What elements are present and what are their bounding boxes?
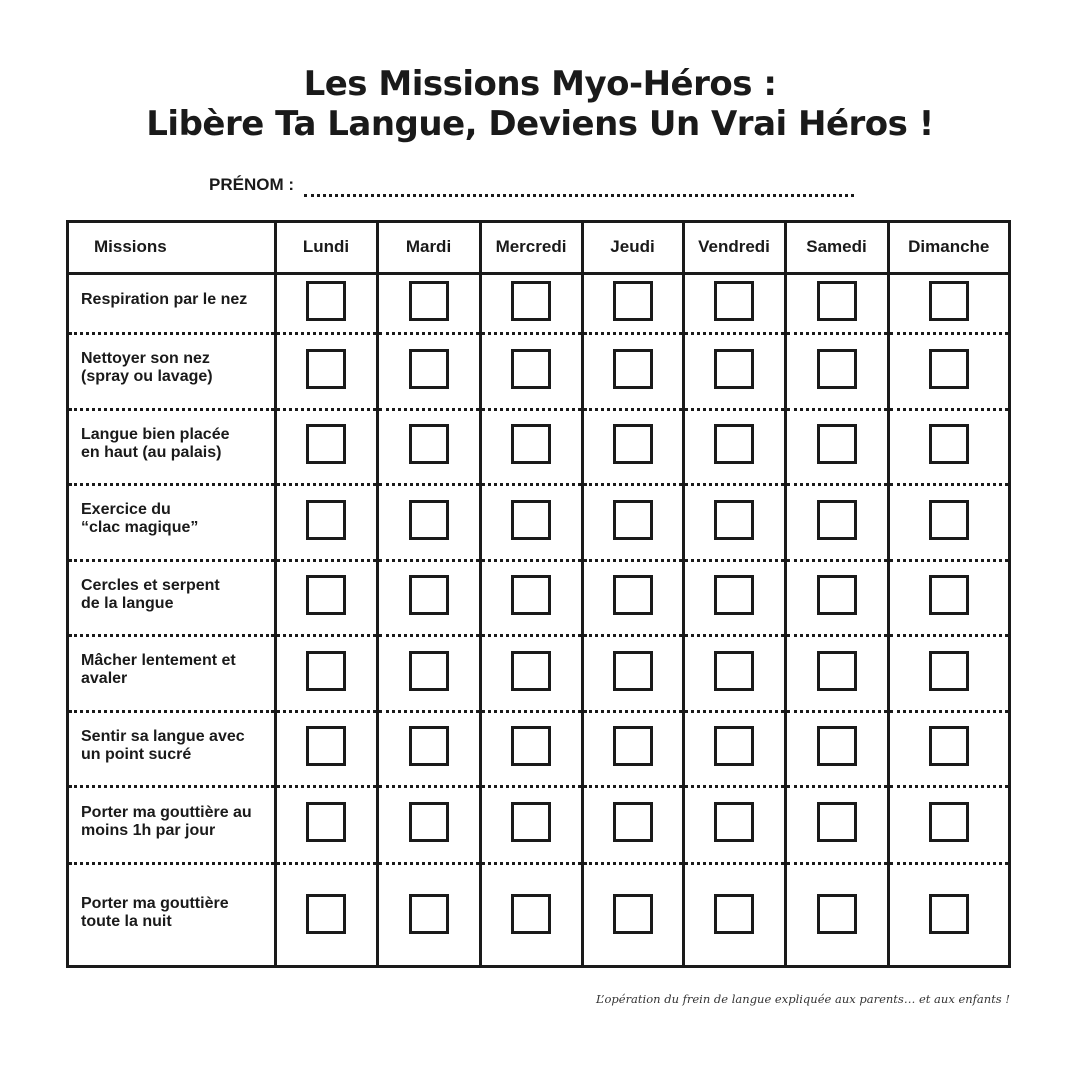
- day-cell: [275, 786, 377, 863]
- table-row: [69, 786, 1008, 863]
- mission-label: Porter ma gouttière au moins 1h par jour: [81, 803, 252, 839]
- footer-note: L’opération du frein de langue expliquée aux parents… et aux enfants !: [595, 992, 1010, 1006]
- checkbox-lundi[interactable]: [306, 349, 346, 389]
- checkbox-dimanche[interactable]: [929, 726, 969, 766]
- checkbox-mardi[interactable]: [409, 651, 449, 691]
- day-cell: [683, 560, 785, 635]
- mission-cell: [69, 635, 275, 711]
- day-cell: [888, 333, 1008, 409]
- mission-label: Nettoyer son nez (spray ou lavage): [81, 350, 213, 385]
- day-cell: [683, 863, 785, 968]
- day-cell: [888, 786, 1008, 863]
- day-cell: [480, 333, 582, 409]
- day-cell: [785, 333, 888, 409]
- name-field-row: [209, 174, 854, 204]
- checkbox-dimanche[interactable]: [929, 349, 969, 389]
- day-cell: [377, 333, 480, 409]
- checkbox-lundi[interactable]: [306, 575, 346, 615]
- day-cell: [480, 711, 582, 786]
- checkbox-mercredi[interactable]: [511, 651, 551, 691]
- mission-table: [69, 223, 1008, 968]
- checkbox-dimanche[interactable]: [929, 500, 969, 540]
- checkbox-mardi[interactable]: [409, 281, 449, 321]
- checkbox-samedi[interactable]: [817, 894, 857, 934]
- day-cell: [480, 786, 582, 863]
- header-day-vendredi: Vendredi: [683, 223, 785, 273]
- checkbox-samedi[interactable]: [817, 802, 857, 842]
- day-cell: [377, 273, 480, 333]
- checkbox-mercredi[interactable]: [511, 894, 551, 934]
- day-cell: [683, 711, 785, 786]
- header-day-lundi: Lundi: [275, 223, 377, 273]
- day-cell: [582, 635, 683, 711]
- day-cell: [785, 484, 888, 560]
- day-cell: [377, 863, 480, 968]
- day-cell: [582, 484, 683, 560]
- checkbox-vendredi[interactable]: [714, 575, 754, 615]
- mission-label: Porter ma gouttière toute la nuit: [81, 895, 229, 931]
- checkbox-samedi[interactable]: [817, 500, 857, 540]
- checkbox-lundi[interactable]: [306, 894, 346, 934]
- day-cell: [377, 484, 480, 560]
- day-cell: [582, 863, 683, 968]
- table-row: [69, 333, 1008, 409]
- checkbox-dimanche[interactable]: [929, 651, 969, 691]
- table-row: [69, 863, 1008, 968]
- day-cell: [480, 409, 582, 484]
- checkbox-mercredi[interactable]: [511, 575, 551, 615]
- day-cell: [785, 786, 888, 863]
- checkbox-samedi[interactable]: [817, 651, 857, 691]
- day-cell: [785, 560, 888, 635]
- checkbox-vendredi[interactable]: [714, 349, 754, 389]
- table-row: [69, 484, 1008, 560]
- checkbox-jeudi[interactable]: [613, 575, 653, 615]
- checkbox-mardi[interactable]: [409, 500, 449, 540]
- day-cell: [275, 333, 377, 409]
- day-cell: [582, 333, 683, 409]
- table-row: [69, 273, 1008, 333]
- checkbox-lundi[interactable]: [306, 651, 346, 691]
- mission-chart: [66, 220, 1011, 968]
- day-cell: [275, 635, 377, 711]
- day-cell: [785, 273, 888, 333]
- checkbox-vendredi[interactable]: [714, 651, 754, 691]
- checkbox-samedi[interactable]: [817, 281, 857, 321]
- checkbox-jeudi[interactable]: [613, 802, 653, 842]
- title-line-2: Libère Ta Langue, Deviens Un Vrai Héros !: [146, 104, 934, 144]
- day-cell: [377, 560, 480, 635]
- table-row: [69, 560, 1008, 635]
- checkbox-dimanche[interactable]: [929, 802, 969, 842]
- day-cell: [785, 635, 888, 711]
- checkbox-mardi[interactable]: [409, 424, 449, 464]
- day-cell: [480, 273, 582, 333]
- checkbox-mercredi[interactable]: [511, 424, 551, 464]
- mission-label: Mâcher lentement et avaler: [81, 652, 236, 687]
- table-row: [69, 635, 1008, 711]
- checkbox-mercredi[interactable]: [511, 349, 551, 389]
- checkbox-vendredi[interactable]: [714, 802, 754, 842]
- checkbox-mercredi[interactable]: [511, 726, 551, 766]
- day-cell: [888, 560, 1008, 635]
- checkbox-dimanche[interactable]: [929, 281, 969, 321]
- day-cell: [582, 711, 683, 786]
- mission-rows: [69, 273, 1008, 968]
- day-cell: [582, 786, 683, 863]
- day-cell: [888, 635, 1008, 711]
- day-cell: [275, 560, 377, 635]
- mission-label: Exercice du “clac magique”: [81, 501, 199, 536]
- checkbox-jeudi[interactable]: [613, 424, 653, 464]
- checkbox-jeudi[interactable]: [613, 349, 653, 389]
- checkbox-vendredi[interactable]: [714, 894, 754, 934]
- day-cell: [582, 409, 683, 484]
- checkbox-jeudi[interactable]: [613, 651, 653, 691]
- checkbox-lundi[interactable]: [306, 726, 346, 766]
- header-day-mardi: Mardi: [377, 223, 480, 273]
- day-cell: [377, 786, 480, 863]
- day-cell: [275, 273, 377, 333]
- header-day-dimanche: Dimanche: [888, 223, 1008, 273]
- table-row: [69, 711, 1008, 786]
- day-cell: [582, 273, 683, 333]
- checkbox-dimanche[interactable]: [929, 894, 969, 934]
- checkbox-jeudi[interactable]: [613, 726, 653, 766]
- header-day-mercredi: Mercredi: [480, 223, 582, 273]
- day-cell: [377, 635, 480, 711]
- day-cell: [480, 484, 582, 560]
- mission-label: Sentir sa langue avec un point sucré: [81, 727, 245, 763]
- mission-label: Langue bien placée en haut (au palais): [81, 425, 230, 461]
- day-cell: [275, 711, 377, 786]
- checkbox-lundi[interactable]: [306, 500, 346, 540]
- day-cell: [785, 863, 888, 968]
- name-label: PRÉNOM :: [209, 175, 294, 194]
- day-cell: [683, 484, 785, 560]
- table-row: [69, 409, 1008, 484]
- day-cell: [888, 484, 1008, 560]
- checkbox-mercredi[interactable]: [511, 500, 551, 540]
- checkbox-samedi[interactable]: [817, 349, 857, 389]
- day-cell: [888, 863, 1008, 968]
- mission-cell: [69, 560, 275, 635]
- day-cell: [275, 409, 377, 484]
- day-cell: [377, 711, 480, 786]
- mission-cell: [69, 409, 275, 484]
- header-row: [69, 223, 1008, 273]
- checkbox-mardi[interactable]: [409, 726, 449, 766]
- day-cell: [888, 273, 1008, 333]
- mission-cell: [69, 863, 275, 968]
- checkbox-dimanche[interactable]: [929, 575, 969, 615]
- day-cell: [683, 333, 785, 409]
- day-cell: [582, 560, 683, 635]
- checkbox-vendredi[interactable]: [714, 500, 754, 540]
- day-cell: [785, 409, 888, 484]
- mission-label: Cercles et serpent de la langue: [81, 576, 220, 612]
- checkbox-lundi[interactable]: [306, 424, 346, 464]
- day-cell: [275, 484, 377, 560]
- title-line-1: Les Missions Myo-Héros :: [303, 64, 777, 104]
- checkbox-mardi[interactable]: [409, 349, 449, 389]
- day-cell: [683, 409, 785, 484]
- mission-cell: [69, 333, 275, 409]
- checkbox-vendredi[interactable]: [714, 281, 754, 321]
- checkbox-jeudi[interactable]: [613, 894, 653, 934]
- mission-cell: [69, 786, 275, 863]
- checkbox-mardi[interactable]: [409, 894, 449, 934]
- mission-cell: [69, 273, 275, 333]
- checkbox-jeudi[interactable]: [613, 500, 653, 540]
- checkbox-mercredi[interactable]: [511, 281, 551, 321]
- page-title: [0, 64, 1080, 144]
- checkbox-lundi[interactable]: [306, 802, 346, 842]
- name-input-line[interactable]: [304, 194, 854, 197]
- day-cell: [888, 409, 1008, 484]
- day-cell: [377, 409, 480, 484]
- header-missions: Missions: [69, 223, 275, 273]
- header-day-samedi: Samedi: [785, 223, 888, 273]
- mission-cell: [69, 711, 275, 786]
- day-cell: [480, 635, 582, 711]
- checkbox-jeudi[interactable]: [613, 281, 653, 321]
- checkbox-samedi[interactable]: [817, 726, 857, 766]
- checkbox-samedi[interactable]: [817, 424, 857, 464]
- checkbox-samedi[interactable]: [817, 575, 857, 615]
- day-cell: [683, 273, 785, 333]
- checkbox-mardi[interactable]: [409, 575, 449, 615]
- day-cell: [683, 786, 785, 863]
- mission-label: Respiration par le nez: [81, 291, 248, 308]
- checkbox-mercredi[interactable]: [511, 802, 551, 842]
- day-cell: [683, 635, 785, 711]
- checkbox-vendredi[interactable]: [714, 726, 754, 766]
- day-cell: [785, 711, 888, 786]
- checkbox-lundi[interactable]: [306, 281, 346, 321]
- checkbox-vendredi[interactable]: [714, 424, 754, 464]
- header-day-jeudi: Jeudi: [582, 223, 683, 273]
- day-cell: [888, 711, 1008, 786]
- day-cell: [480, 560, 582, 635]
- day-cell: [480, 863, 582, 968]
- mission-cell: [69, 484, 275, 560]
- checkbox-dimanche[interactable]: [929, 424, 969, 464]
- checkbox-mardi[interactable]: [409, 802, 449, 842]
- day-cell: [275, 863, 377, 968]
